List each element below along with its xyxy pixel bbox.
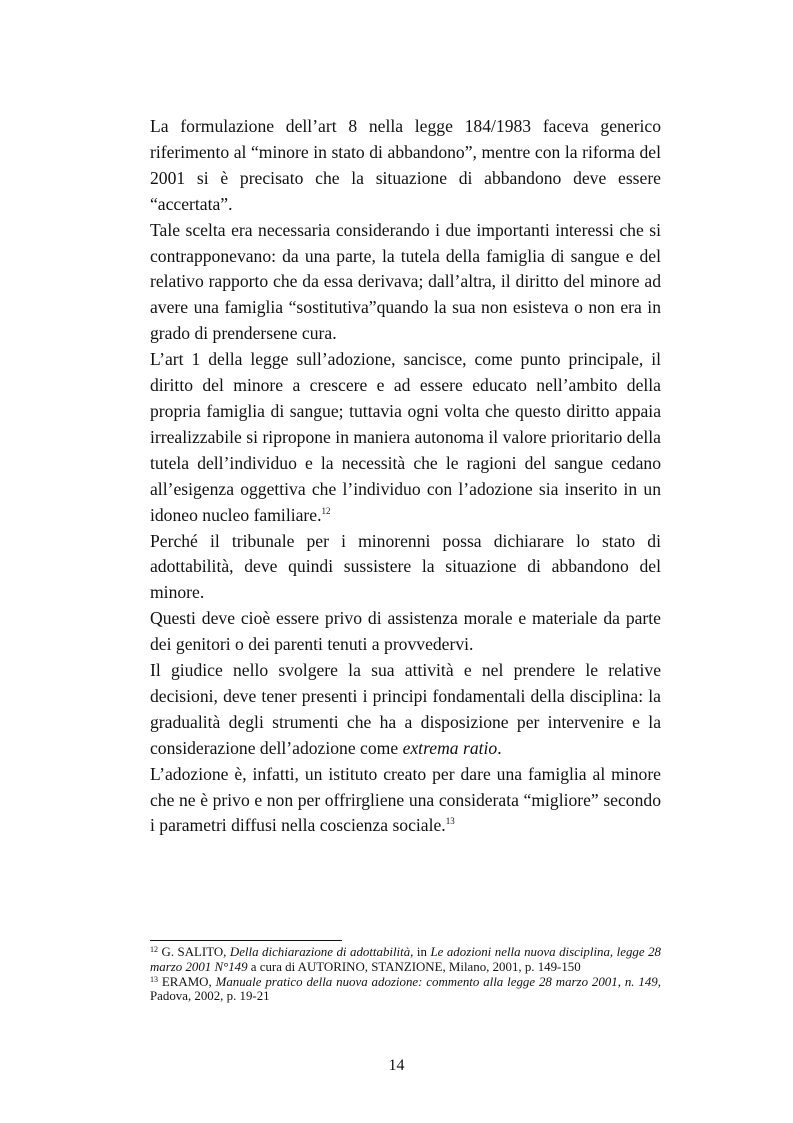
paragraph: La formulazione dell’art 8 nella legge 184/1983 faceva generico riferimento al “minore in stato di abbandono”, mentre con la riforma del 2001 si è precisato che la situazione di abbandono deve essere “accertata”. bbox=[150, 116, 661, 214]
footnote-ref-13[interactable]: 13 bbox=[445, 816, 455, 827]
footnote-book: Le adozioni nella nuova disciplina, legge 28 marzo 2001 N°149 bbox=[150, 945, 661, 974]
body-text bbox=[150, 114, 661, 839]
footnote-ref-12[interactable]: 12 bbox=[321, 505, 331, 516]
paragraph: Perché il tribunale per i minorenni possa dichiarare lo stato di adottabilità, deve quindi sussistere la situazione di abbandono del minore. bbox=[150, 530, 661, 603]
footnote-title: Della dichiarazione di adottabilità, bbox=[229, 945, 414, 959]
paragraph: Il giudice nello svolgere la sua attività e nel prendere le relative decisioni, deve tener presenti i principi fondamentali della disciplina: la gradualità degli strumenti che ha a disposizione per intervenire e la considerazione dell’adozione come extrema ratio. bbox=[150, 660, 661, 758]
footnote-title: Manuale pratico della nuova adozione: commento alla legge 28 marzo 2001, n. 149 bbox=[215, 974, 658, 989]
footnote-number: 13 bbox=[150, 974, 158, 984]
footnote-13: $^{13}$ ERAMO, Manuale pratico della nuova adozione: commento alla legge 28 marzo 2001, n. 149, Padova, 2002, p. 19-21 bbox=[150, 974, 661, 1004]
footnote-12: $^{12}$ G. SALITO, Della dichiarazione di adottabilità, in Le adozioni nella nuova disciplina, legge 28 marzo 2001 N°149 a cura di AUTORINO, STANZIONE, Milano, 2001, p. 149-150 bbox=[150, 945, 661, 974]
paragraph: Questi deve cioè essere privo di assistenza morale e materiale da parte dei genitori o dei parenti tenuti a provvedervi. bbox=[150, 608, 661, 655]
footnotes bbox=[150, 945, 661, 1004]
paragraph: L’art 1 della legge sull’adozione, sancisce, come punto principale, il diritto del minore a crescere e ad essere educato nell’ambito della propria famiglia di sangue; tuttavia ogni volta che questo diritto appaia irrealizzabile si ripropone in maniera autonoma il valore prioritario della tutela dell’individuo e la necessità che le ragioni del sangue cedano all’esigenza oggettiva che l’individuo con l’adozione sia inserito in un idoneo nucleo familiare.$^{12}$ bbox=[150, 349, 661, 525]
page-number: 14 bbox=[388, 1057, 405, 1074]
paragraph: L’adozione è, infatti, un istituto creato per dare una famiglia al minore che ne è privo e non per offrirgliene una considerata “migliore” secondo i parametri diffusi nella coscienza sociale.$^{13}$ bbox=[150, 763, 661, 836]
footnote-divider bbox=[150, 940, 342, 941]
italic-term: extrema ratio bbox=[402, 737, 498, 758]
footnote-number: 12 bbox=[150, 945, 158, 954]
paragraph: Tale scelta era necessaria considerando i due importanti interessi che si contrapponevano: da una parte, la tutela della famiglia di sangue e del relativo rapporto che da essa derivava; dall’altra, il diritto del minore ad avere una famiglia “sostitutiva”quando la sua non esisteva o non era in grado di prendersene cura. bbox=[150, 219, 661, 344]
